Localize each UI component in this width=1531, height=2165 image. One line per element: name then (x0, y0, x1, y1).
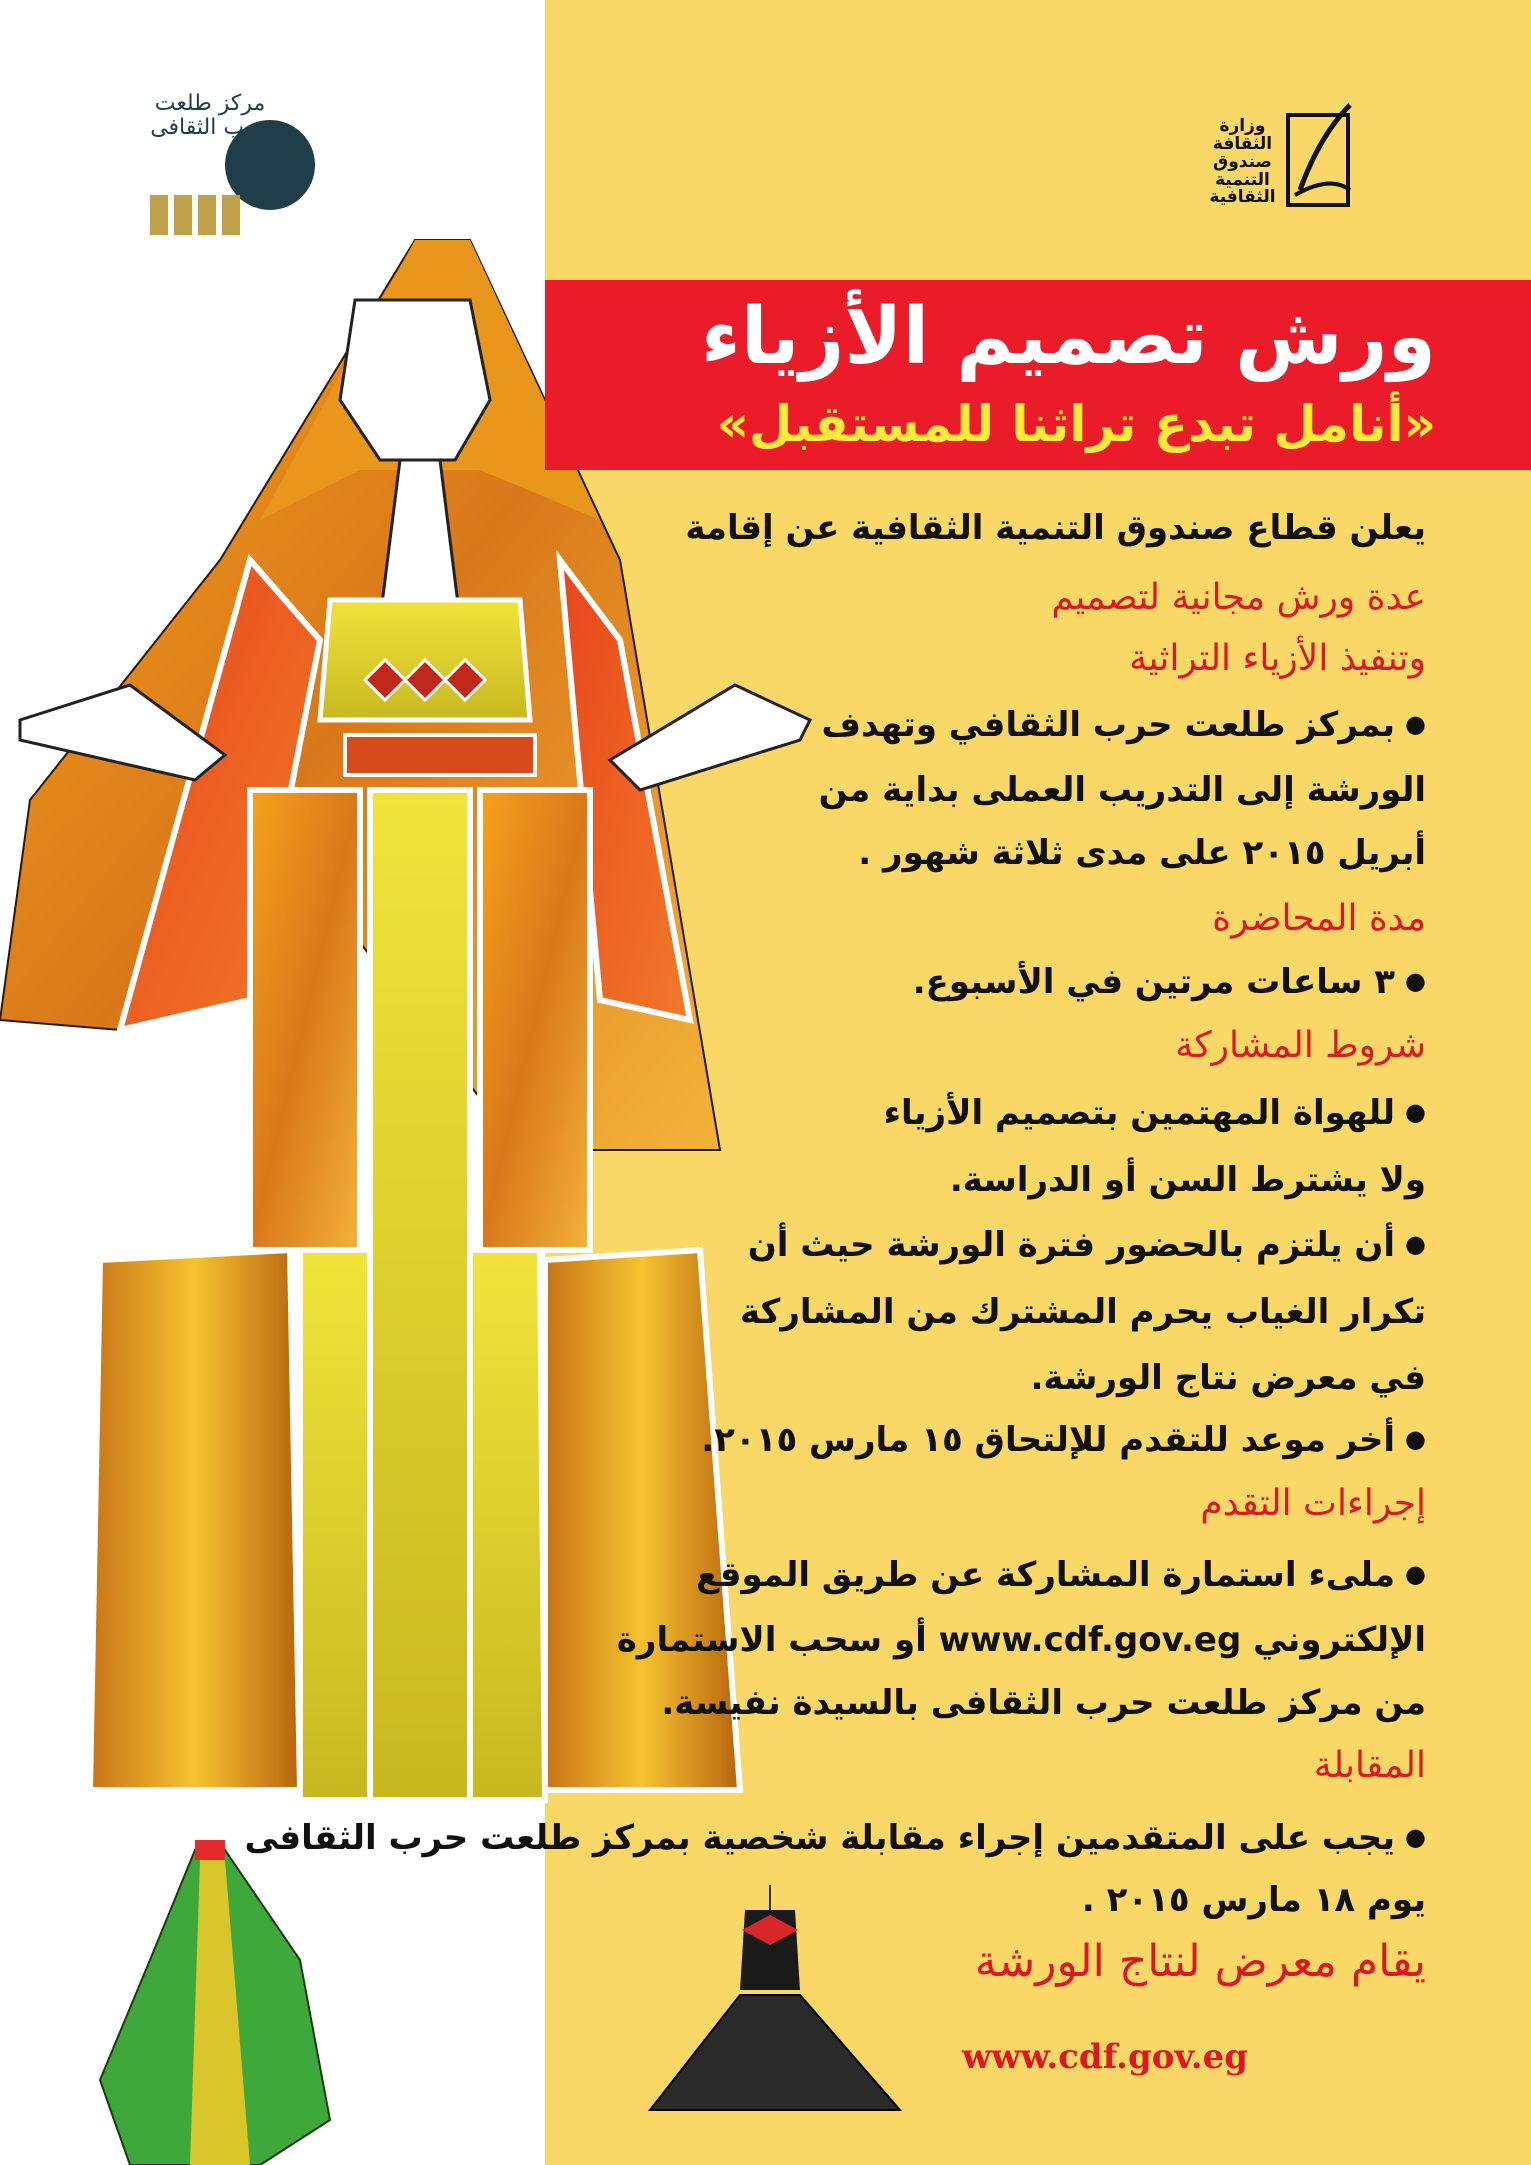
heading-procedures: إجراءات التقدم (1200, 1483, 1426, 1524)
bullet-7-line-1: ● يجب على المتقدمين إجراء مقابلة شخصية بمركز طلعت حرب الثقافى (244, 1818, 1426, 1858)
bullet-3-line-2: ولا يشترط السن أو الدراسة. (949, 1160, 1426, 1200)
left-logo-text: مركز طلعت حرب الثقافى (150, 91, 270, 141)
highlight-line-2: وتنفيذ الأزياء التراثية (1129, 638, 1426, 679)
bullet-4-line-1: ● أن يلتزم بالحضور فترة الورشة حيث أن (748, 1225, 1426, 1265)
bullet-3-line-1: ● للهواة المهتمين بتصميم الأزياء (884, 1093, 1426, 1133)
bullet-6-line-2: الإلكتروني www.cdf.gov.eg أو سحب الاستمارة (616, 1620, 1426, 1660)
intro-line: يعلن قطاع صندوق التنمية الثقافية عن إقامة (685, 508, 1426, 548)
bullet-6-line-1: ● ملىء استمارة المشاركة عن طريق الموقع (696, 1555, 1426, 1595)
bullet-2: ● ٣ ساعات مرتين في الأسبوع. (913, 962, 1426, 1002)
exhibition-announcement: يقام معرض لنتاج الورشة (974, 1936, 1426, 1987)
heading-interview: المقابلة (1313, 1745, 1426, 1786)
bullet-1-line-2: الورشة إلى التدريب العملى بداية من (818, 770, 1426, 810)
bullet-6-line-3: من مركز طلعت حرب الثقافى بالسيدة نفيسة. (661, 1683, 1426, 1723)
bullet-4-line-3: في معرض نتاج الورشة. (1030, 1358, 1426, 1398)
bullet-1-line-3: أبريل ٢٠١٥ على مدى ثلاثة شهور . (858, 833, 1426, 873)
right-logo-text: وزارة الثقافة صندوق التنمية الثقافية (1209, 116, 1276, 208)
bullet-4-line-2: تكرار الغياب يحرم المشترك من المشاركة (739, 1292, 1426, 1332)
bullet-1-line-1: ● بمركز طلعت حرب الثقافي وتهدف (821, 705, 1426, 745)
heading-duration: مدة المحاضرة (1212, 898, 1426, 939)
banner-subtitle: «أنامل تبدع تراثنا للمستقبل» (716, 395, 1436, 453)
bullet-7-line-2: يوم ١٨ مارس ٢٠١٥ . (1081, 1880, 1426, 1920)
banner-title: ورش تصميم الأزياء (701, 292, 1436, 382)
heading-conditions: شروط المشاركة (1175, 1025, 1426, 1066)
highlight-line-1: عدة ورش مجانية لتصميم (1051, 577, 1426, 618)
bullet-5: ● أخر موعد للتقدم للإلتحاق ١٥ مارس ٢٠١٥. (701, 1420, 1426, 1460)
website-link[interactable]: www.cdf.gov.eg (962, 2037, 1248, 2077)
